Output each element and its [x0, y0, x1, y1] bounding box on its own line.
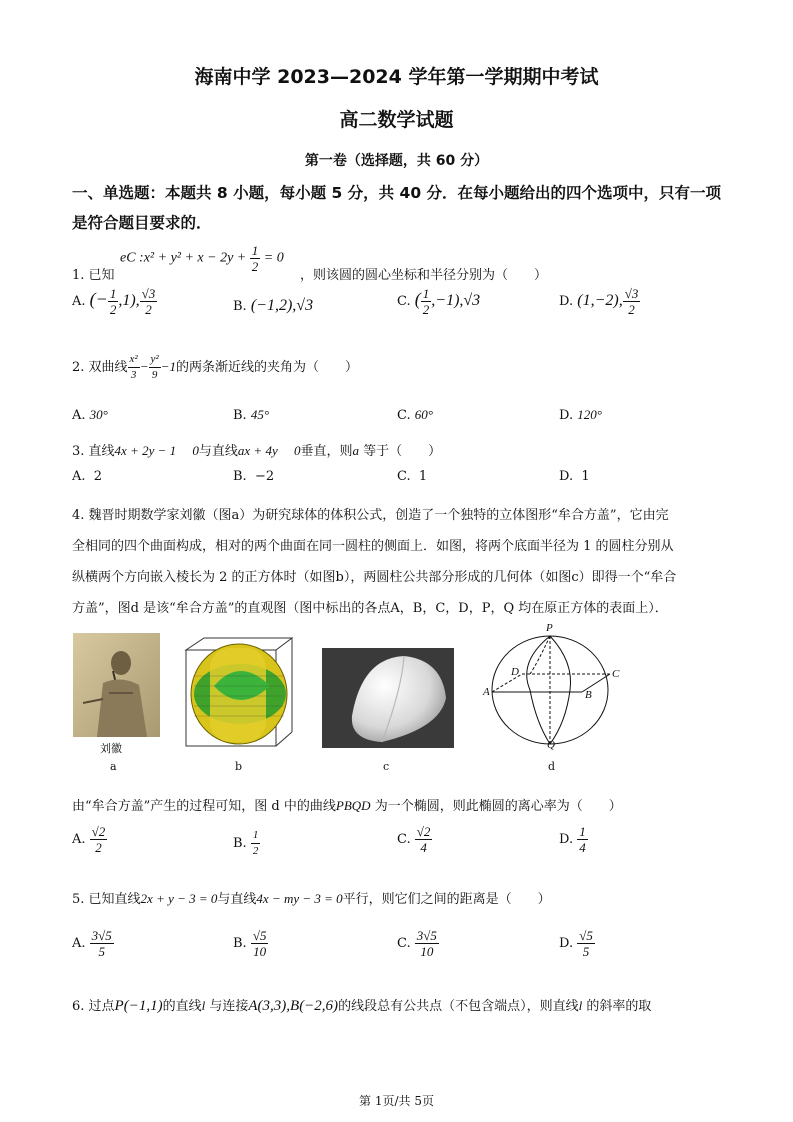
q1-option-c[interactable]: C. ( $\frac{1}{2}$ ,−1),√3 [397, 286, 481, 317]
q2-question: 2. 双曲线 $\frac{\text{x²}}{3}$ − $\frac{\text{y²}}{9}$ −1的两条渐近线的夹角为（ ） [72, 353, 358, 381]
point-d-label: D [511, 666, 519, 678]
q4-line2: 全相同的四个曲面构成，相对的两个曲面在同一圆柱的侧面上．如图，将两个底面半径为 1 的圆柱分别从 [72, 539, 674, 554]
q3-option-d[interactable]: D. 1 [559, 469, 590, 484]
point-b-label: B [585, 689, 592, 701]
q1-option-a[interactable]: A. (− $\frac{1}{2}$ ,1), $\frac{√3}{2}$ [72, 286, 156, 317]
q5-option-d[interactable]: D. $\frac{√5}{5}$ [559, 928, 593, 959]
section-heading-line2: 是符合题目要求的． [72, 214, 212, 232]
figure-b-label: b [235, 760, 243, 773]
part-heading: 第一卷（选择题，共 60 分） [304, 153, 489, 169]
q2-option-c[interactable]: C. 60° [397, 407, 433, 423]
figure-d-label: d [548, 760, 556, 773]
point-a-label: A [483, 686, 490, 698]
q6-question: 6. 过点P(−1,1)的直线l 与连接A(3,3),B(−2,6)的线段总有公共点（不包含端点），则直线l 的斜率的取 [72, 998, 652, 1014]
point-q-label: Q [547, 739, 555, 751]
q4-option-a[interactable]: A. $\frac{√2}{2}$ [72, 824, 106, 855]
q3-option-b[interactable]: B. −2 [233, 469, 275, 484]
q4-option-b[interactable]: B. $\frac{1}{2}$ [233, 829, 259, 857]
q3-question: 3. 直线4x + 2y − 1 0与直线ax + 4y 0垂直，则a 等于（ ） [72, 443, 442, 459]
figure-a-name: 刘徽 [100, 742, 122, 755]
q1-stem: ，则该圆的圆心坐标和半径分别为（ ） [300, 268, 548, 283]
q4-option-d[interactable]: D. $\frac{1}{4}$ [559, 824, 586, 855]
exam-subtitle: 高二数学试题 [339, 109, 454, 131]
q3-option-c[interactable]: C. 1 [397, 469, 428, 484]
q5-option-a[interactable]: A. $\frac{3√5}{5}$ [72, 928, 112, 959]
figure-d-diagram [478, 622, 628, 752]
q5-question: 5. 已知直线2x + y − 3 = 0与直线4x − my − 3 = 0平行，则它们之间的距离是（ ） [72, 891, 551, 907]
q2-option-b[interactable]: B. 45° [233, 407, 270, 423]
q2-option-a[interactable]: A. 30° [72, 407, 108, 423]
figure-b-cube-cylinders [184, 636, 296, 752]
q4-line3: 纵横两个方向嵌入棱长为 2 的正方体时（如图b），两圆柱公共部分形成的几何体（如图c）即得一个“牟合 [72, 570, 677, 585]
exam-title: 海南中学 2023—2024 学年第一学期期中考试 [194, 66, 599, 88]
q4-question: 由“牟合方盖”产生的过程可知，图 d 中的曲线PBQD 为一个椭圆，则此椭圆的离心率为（ ） [72, 798, 622, 814]
section-heading-line1: 一、单选题：本题共 8 小题，每小题 5 分，共 40 分．在每小题给出的四个选项中，只有一项 [72, 184, 722, 202]
figure-c-solid [322, 648, 454, 748]
figure-a-label: a [110, 760, 117, 773]
q3-option-a[interactable]: A. 2 [72, 469, 103, 484]
q5-option-c[interactable]: C. $\frac{3√5}{10}$ [397, 928, 437, 959]
q4-line1: 4. 魏晋时期数学家刘徽（图a）为研究球体的体积公式，创造了一个独特的立体图形“牟合方盖”，它由完 [72, 508, 669, 523]
point-p-label: P [546, 622, 553, 634]
figure-c-label: c [383, 760, 390, 773]
q1-prefix: 1. 已知 [72, 268, 115, 283]
q4-line4: 方盖”，图d 是该“牟合方盖”的直观图（图中标出的各点A，B，C，D，P，Q 均在原正方体的表面上）． [72, 601, 668, 616]
q4-option-c[interactable]: C. $\frac{√2}{4}$ [397, 824, 431, 855]
q1-option-b[interactable]: B. (−1,2),√3 [233, 297, 314, 314]
q1-option-d[interactable]: D. (1,−2), $\frac{√3}{2}$ [559, 286, 639, 317]
q1-equation: eC :x² + y² + x − 2y + $\frac{1}{2}$ = 0 [120, 243, 284, 274]
figure-a-portrait [73, 633, 160, 737]
q2-option-d[interactable]: D. 120° [559, 407, 602, 423]
point-c-label: C [612, 668, 620, 680]
q5-option-b[interactable]: B. $\frac{√5}{10}$ [233, 928, 267, 959]
page-number: 第 1页/共 5页 [359, 1094, 434, 1108]
